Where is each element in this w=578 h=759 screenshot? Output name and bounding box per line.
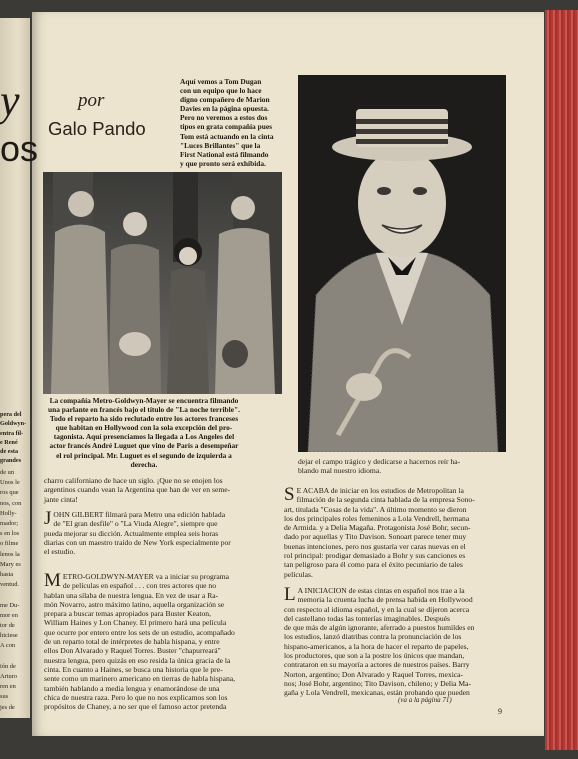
byline-por: por bbox=[78, 90, 105, 111]
gilbert-paragraph bbox=[44, 510, 284, 556]
portrait-photo bbox=[298, 75, 506, 452]
portrait-photo-image bbox=[298, 75, 506, 452]
iniciacion-paragraph bbox=[284, 586, 506, 698]
gilbert-dropcap: J bbox=[44, 508, 52, 529]
sonoart-text: E ACABA de iniciar en los estudios de Metropolitan la filmación de la segunda cinta hablada de la empresa Sono- art, titulada "Cosas de la vida". A último momento se dieron los dos principales roles femeninos a Lola Vendrell, hermana de Armida. y a Delia Magaña. Protagonista José Bohr, secun- dado por aquellas y Tito Davison. Sonoart parece tener muy buenas intenciones, pero nos gustaría ver caras nuevas en el rol principal: prodigar demasiado a Bohr y sus canciones es tan peligroso para él como para el éxito pecuniario de tales películas. bbox=[284, 486, 475, 579]
top-photo-caption: Aquí vemos a Tom Dugan con un equipo que lo hace digno compañero de Marion Davies en la página opuesta. Pero no veremos a estos dos tipos en grata compañía pues Tom está actuando en la cinta "Luces Brillantes" que la First National está filmando y que pronto será exhibida. bbox=[180, 77, 274, 168]
title-fragment-2: os bbox=[0, 128, 39, 169]
middle-intro-text: charro californiano de hace un siglo. ¡Que no se enojen los argentinos cuando vean la Argentina que han de ver en seme- jante cinta! bbox=[44, 476, 231, 504]
left-page-text-fragment: de un Unos le ros que nos, con Holly- mador; s en los o filme lenos la Mary es hasta ventud. me Du- mor en tor de hiciese A con ión de Arturo ren en sus jes de bbox=[0, 469, 22, 711]
sonoart-dropcap: S bbox=[284, 484, 295, 505]
sonoart-paragraph bbox=[284, 486, 506, 579]
group-photo-image bbox=[43, 172, 282, 394]
gilbert-text: OHN GILBERT filmará para Metro una edición hablada de "El gran desfile" o "La Viuda Alegre", siempre que pueda mejorar su dicción. Actualmente emplea seis horas diarias con un maestro traído de New York especialmente por el estudio. bbox=[44, 510, 231, 557]
mgm-dropcap: M bbox=[44, 570, 61, 591]
group-photo-caption: La compañía Metro-Goldwyn-Mayer se encuentra filmando una parlante en francés bajo el título de "La noche terrible". Todo el reparto ha sido reclutado entre los actores franceses que habitan en Hollywood con la sola excepción del pro- tagonista. Aquí presenciamos la llegada a Los Angeles del actor francés André Luguet que vino de París a desempeñar el rol principal. Mr. Luguet es el segundo de izquierda a derecha. bbox=[48, 396, 240, 469]
left-page-caption-fragment: pera del Goldwyn- entra fil- e René de esta grandes bbox=[0, 411, 27, 465]
book-spine-edge bbox=[545, 10, 578, 750]
mgm-text: ETRO-GOLDWYN-MAYER va a iniciar su programa de películas en español . . . con tres actores que no hablan una sílaba de nuestra lengua. En vez de usar a Ra- món Novarro, astro máximo latino, aquella organización se prepara a buscar temas apropiados para Buster Keaton, William Haines y Lon Chaney. El primero hará una película que ocurre por entero entre los sets de un estudio, acompañado de un reparto total de intérpretes de habla hispana, y entre ellos Don Alvarado y Raquel Torres. Buster "chapurreará" nuestra lengua, pero quizás en eso resida la única gracia de la cinta. En cuanto a Haines, se busca una historia que le pre- sente como un marinero americano en tierras de habla hispana, también hablando a media lengua y enamorándose de una chica de nuestra raza. Pero lo que no nos explicamos son los propósitos de Chaney, a no ser que el famoso actor pretenda bbox=[44, 572, 236, 712]
iniciacion-dropcap: L bbox=[284, 584, 296, 605]
group-photo bbox=[43, 172, 282, 394]
right-intro-text: dejar el campo trágico y dedicarse a hacernos reír ha- blando mal nuestro idioma. bbox=[298, 457, 461, 476]
page-number: 9 bbox=[498, 707, 502, 716]
title-fragment: y bbox=[0, 76, 20, 125]
mgm-paragraph bbox=[44, 572, 284, 711]
iniciacion-text: A INICIACION de estas cintas en español nos trae a la memoria la cruenta lucha de prensa habida en Hollywood con respecto al idioma español, y en la cual se dijeron acerca del castellano todas las tonterías imaginables. Después de que más de algún ignorante, aferrado a puestos humildes en los estudios, lanzó diatribas contra la pronunciación de los hispano-americanos, a la hora de hacer el reparto de papeles, los productores, que son a la postre los únicos que mandan, contrataron en su mayoría a actores de nuestros países. Barry Norton, argentino; Don Alvarado y Raquel Torres, mexica- nos; José Bohr, argentino; Tito Davison, chileno; y Delia Ma- gaña y Lola Vendrell, mexicanas, están probando que pueden bbox=[284, 586, 475, 698]
author-name: Galo Pando bbox=[48, 118, 146, 139]
continued-note: (va a la página 71) bbox=[398, 696, 452, 704]
